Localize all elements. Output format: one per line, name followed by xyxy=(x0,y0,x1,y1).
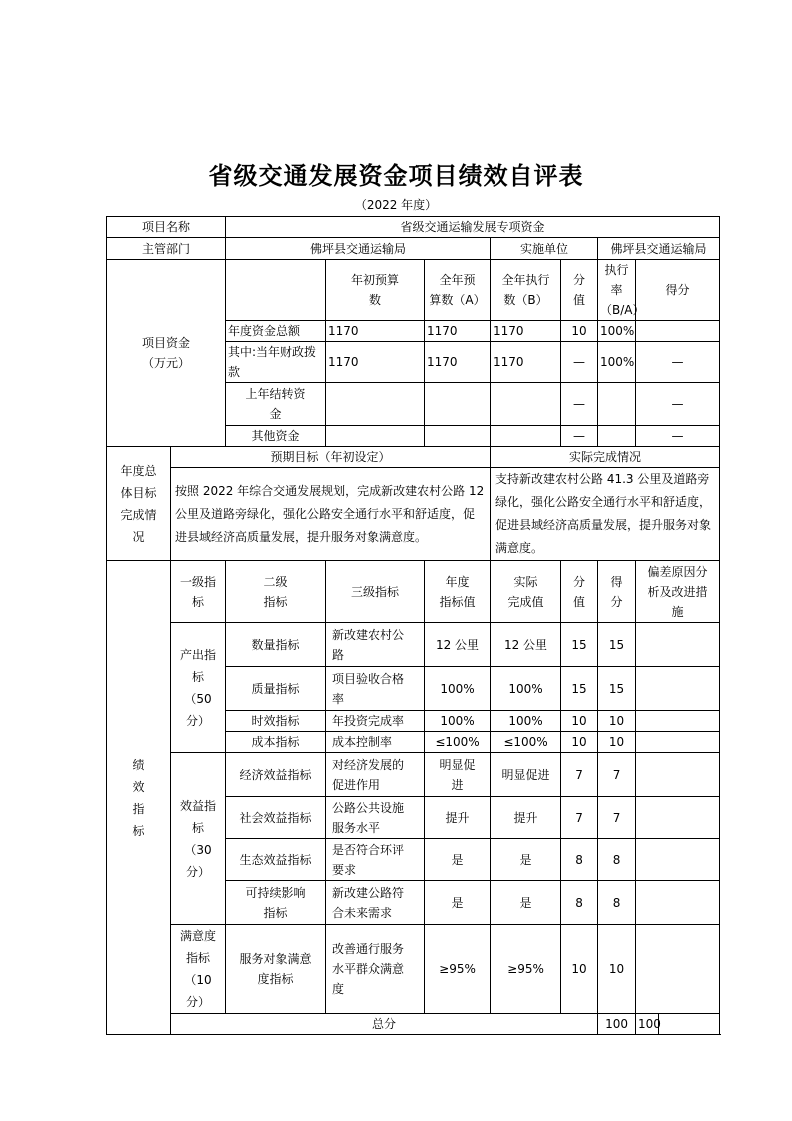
funds-row: 年度资金总额 1170 1170 1170 10 100% xyxy=(107,321,720,342)
ind-header-target: 年度 指标值 xyxy=(425,561,491,623)
funds-label: 项目资金 （万元） xyxy=(107,260,226,447)
evaluation-table xyxy=(106,216,720,1035)
table-row: 可持续影响 指标 新改建公路符 合未来需求 是 是 8 8 xyxy=(107,881,720,925)
indicators-label: 绩 效 指 标 xyxy=(107,561,171,1035)
project-name: 省级交通运输发展专项资金 xyxy=(226,217,720,238)
dept-label: 主管部门 xyxy=(107,238,226,260)
level1-benefit: 效益指 标 （30 分） xyxy=(171,753,226,925)
total-deviation xyxy=(659,1014,720,1035)
ind-header-level1: 一级指 标 xyxy=(171,561,226,623)
year-label: （2022 年度） xyxy=(354,198,438,212)
ind-header-actual: 实际 完成值 xyxy=(491,561,561,623)
ind-header-deviation: 偏差原因分 析及改进措 施 xyxy=(636,561,720,623)
funds-header-initial: 年初预算 数 xyxy=(326,260,425,321)
level1-output: 产出指 标 （50 分） xyxy=(171,623,226,753)
goals-label: 年度总 体目标 完成情 况 xyxy=(107,447,171,561)
funds-row: 其他资金 — — xyxy=(107,426,720,447)
level1-satisfaction: 满意度 指标 （10 分） xyxy=(171,925,226,1014)
funds-header-blank xyxy=(226,260,326,321)
funds-header-executed: 全年执行 数（B） xyxy=(491,260,561,321)
table-row: 成本指标 成本控制率 ≤100% ≤100% 10 10 xyxy=(107,732,720,753)
total-score-value: 100 xyxy=(598,1014,636,1035)
project-name-label: 项目名称 xyxy=(107,217,226,238)
total-label: 总分 xyxy=(171,1014,598,1035)
ind-header-score-value: 分 值 xyxy=(561,561,598,623)
funds-row: 其中:当年财政拨款 1170 1170 1170 — 100% — xyxy=(107,342,720,383)
table-row: 满意度 指标 （10 分） 服务对象满意 度指标 改善通行服务 水平群众满意 度 ≥95% ≥95% 10 10 xyxy=(107,925,720,1014)
table-row: 效益指 标 （30 分） 经济效益指标 对经济发展的 促进作用 明显促 进 明显促进 7 7 xyxy=(107,753,720,797)
impl-value: 佛坪县交通运输局 xyxy=(598,238,720,260)
table-row: 社会效益指标 公路公共设施 服务水平 提升 提升 7 7 xyxy=(107,797,720,839)
ind-header-score: 得 分 xyxy=(598,561,636,623)
funds-header-rate: 执行率 （B/A） xyxy=(598,260,636,321)
expected-goal: 按照 2022 年综合交通发展规划，完成新改建农村公路 12 公里及道路旁绿化，强化公路安全通行水平和舒适度，促进县域经济高质量发展，提升服务对象满意度。 xyxy=(171,468,491,561)
dept-value: 佛坪县交通运输局 xyxy=(226,238,491,260)
funds-row: 上年结转资 金 — — xyxy=(107,383,720,426)
expected-label: 预期目标（年初设定） xyxy=(171,447,491,468)
total-score: 100 xyxy=(636,1014,659,1035)
ind-header-level3: 三级指标 xyxy=(326,561,425,623)
funds-header-score-value: 分 值 xyxy=(561,260,598,321)
table-row: 时效指标 年投资完成率 100% 100% 10 10 xyxy=(107,711,720,732)
ind-header-level2: 二级 指标 xyxy=(226,561,326,623)
table-row: 产出指 标 （50 分） 数量指标 新改建农村公 路 12 公里 12 公里 15 15 xyxy=(107,623,720,667)
table-row: 质量指标 项目验收合格 率 100% 100% 15 15 xyxy=(107,667,720,711)
funds-header-annual: 全年预 算数（A） xyxy=(425,260,491,321)
funds-header-score: 得分 xyxy=(636,260,720,321)
page-title: 省级交通发展资金项目绩效自评表 xyxy=(208,161,584,190)
impl-label: 实施单位 xyxy=(491,238,598,260)
actual-label: 实际完成情况 xyxy=(491,447,720,468)
table-row: 生态效益指标 是否符合环评 要求 是 是 8 8 xyxy=(107,839,720,881)
actual-result: 支持新改建农村公路 41.3 公里及道路旁绿化，强化公路安全通行水平和舒适度，促进县域经济高质量发展，提升服务对象满意度。 xyxy=(491,468,720,561)
